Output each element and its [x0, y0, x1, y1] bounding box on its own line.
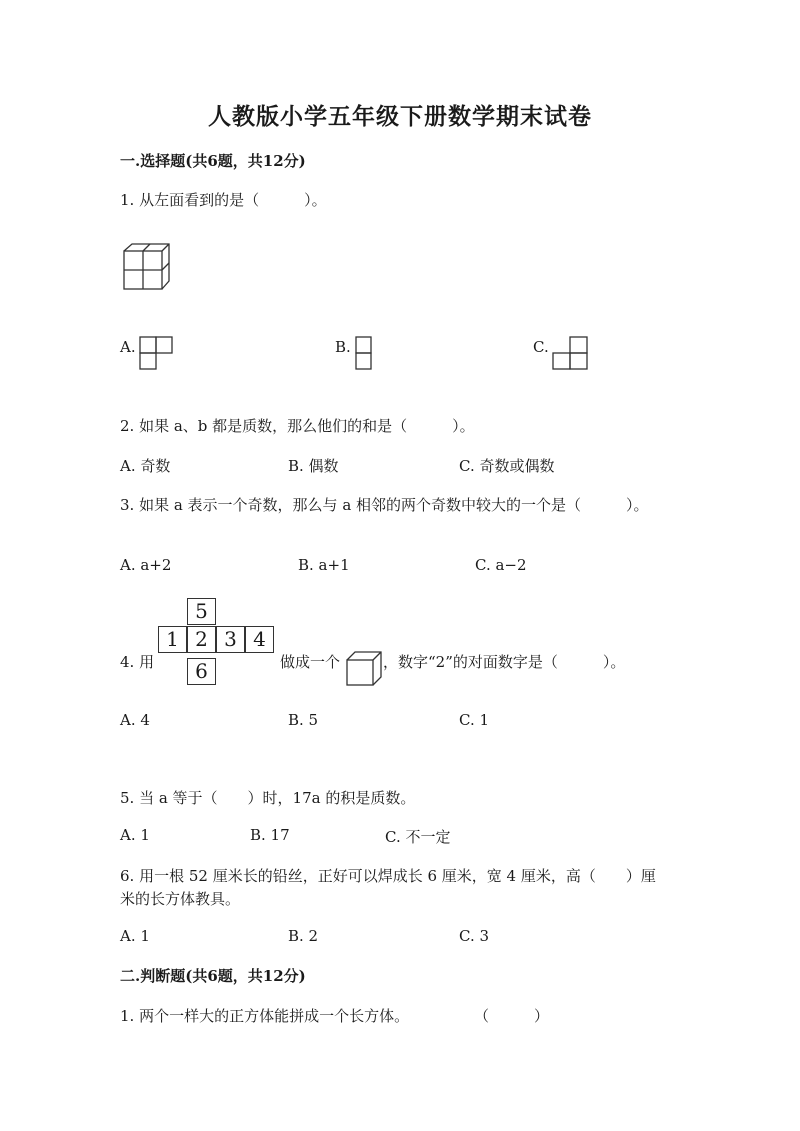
q1-option-c-figure: [552, 336, 590, 372]
section-heading-judgement: 二.判断题(共6题，共12分): [120, 967, 306, 985]
question-5: 5. 当 a 等于（ ）时，17a 的积是质数。: [120, 789, 416, 807]
q6-option-a: A. 1: [120, 927, 150, 945]
net-face-4: 4: [245, 626, 274, 653]
q2-option-c: C. 奇数或偶数: [459, 457, 555, 475]
question-4-middle: 做成一个: [280, 653, 341, 671]
q3-option-c: C. a−2: [475, 556, 527, 574]
q4-option-b: B. 5: [288, 711, 319, 729]
q2-option-b: B. 偶数: [288, 457, 339, 475]
net-face-1: 1: [158, 626, 187, 653]
q4-option-a: A. 4: [120, 711, 150, 729]
net-face-3: 3: [216, 626, 245, 653]
q3-option-b: B. a+1: [298, 556, 350, 574]
q1-option-a-figure: [139, 336, 175, 372]
net-face-bottom: 6: [187, 658, 216, 685]
question-6-line-1: 6. 用一根 52 厘米长的铅丝，正好可以焊成长 6 厘米，宽 4 厘米，高（ ）厘: [120, 867, 656, 885]
section-heading-choice: 一.选择题(共6题，共12分): [120, 152, 306, 170]
question-1: 1. 从左面看到的是（ ）。: [120, 191, 327, 209]
q6-option-b: B. 2: [288, 927, 319, 945]
question-3: 3. 如果 a 表示一个奇数，那么与 a 相邻的两个奇数中较大的一个是（ ）。: [120, 496, 649, 514]
judgement-1-answer-paren: （ ）: [474, 1007, 550, 1025]
q5-option-b: B. 17: [250, 826, 290, 844]
question-2: 2. 如果 a、b 都是质数，那么他们的和是（ ）。: [120, 417, 475, 435]
question-6-line-2: 米的长方体教具。: [120, 890, 241, 908]
q3-option-a: A. a+2: [120, 556, 172, 574]
net-face-top: 5: [187, 598, 216, 625]
q1-option-a: A.: [120, 338, 136, 356]
q1-option-b-figure: [355, 336, 375, 372]
page-title: 人教版小学五年级下册数学期末试卷: [208, 103, 592, 130]
q5-option-a: A. 1: [120, 826, 150, 844]
net-face-2: 2: [187, 626, 216, 653]
q2-option-a: A. 奇数: [120, 457, 171, 475]
cube-icon: [346, 651, 382, 687]
q5-option-c: C. 不一定: [385, 828, 451, 846]
q1-option-b: B.: [335, 338, 351, 356]
q6-option-c: C. 3: [459, 927, 490, 945]
q4-option-c: C. 1: [459, 711, 490, 729]
cube-stack-figure: [122, 243, 170, 291]
q1-option-c: C.: [533, 338, 549, 356]
question-4-prefix: 4. 用: [120, 653, 155, 671]
judgement-1: 1. 两个一样大的正方体能拼成一个长方体。: [120, 1007, 410, 1025]
question-4-suffix: ，数字“2”的对面数字是（ ）。: [383, 653, 626, 671]
